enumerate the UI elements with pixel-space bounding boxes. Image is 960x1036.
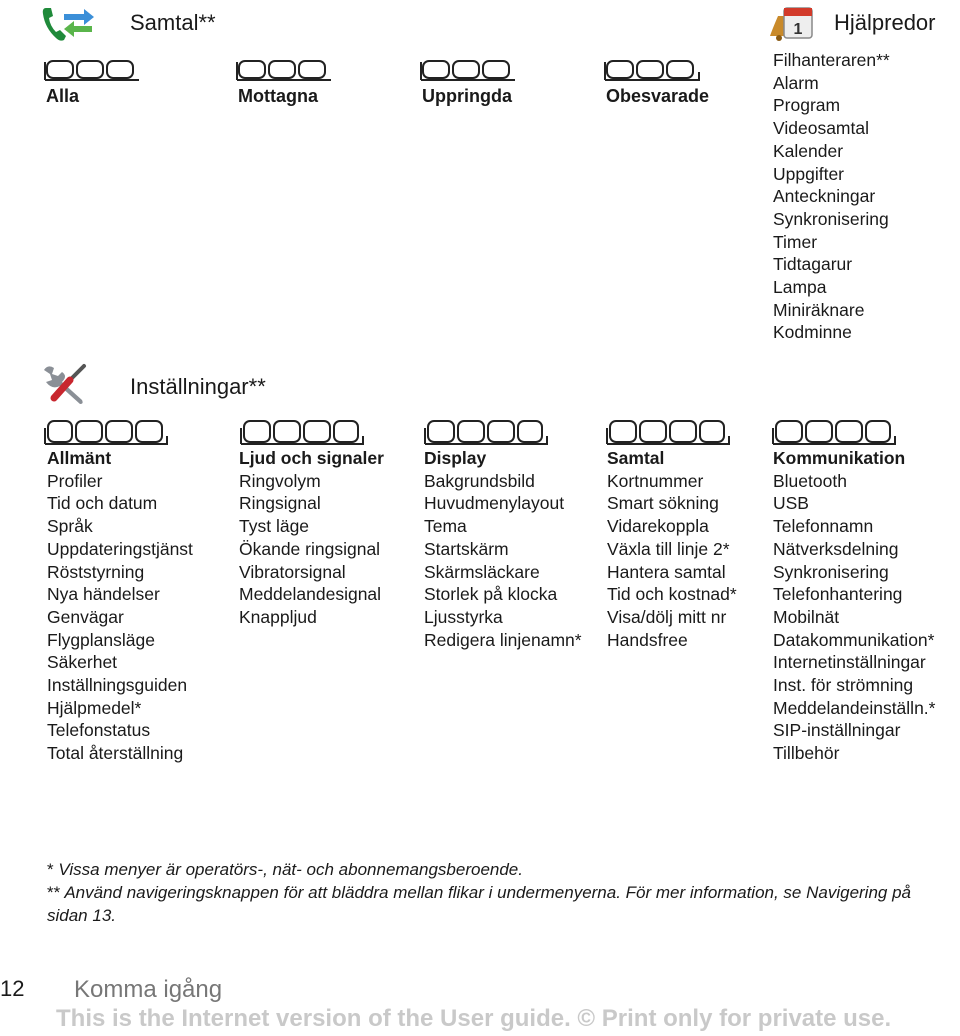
tab-calls-dialed-label: Uppringda — [422, 86, 512, 106]
page-number: 12 — [0, 976, 25, 1001]
list-item[interactable]: Uppdateringstjänst — [47, 538, 193, 559]
list-item[interactable]: Startskärm — [424, 538, 509, 559]
list-item[interactable]: Alarm — [773, 72, 819, 93]
list-item[interactable]: Röststyrning — [47, 561, 145, 582]
list-item[interactable]: Smart sökning — [607, 493, 719, 514]
list-item[interactable]: Timer — [773, 231, 818, 252]
list-item[interactable]: Internetinställningar — [773, 652, 926, 673]
list-item[interactable]: Tillbehör — [773, 743, 840, 764]
list-item[interactable]: Storlek på klocka — [424, 584, 558, 605]
list-item[interactable]: Datakommunikation* — [773, 629, 935, 650]
list-item[interactable]: Genvägar — [47, 606, 124, 627]
list-item[interactable]: Ljusstyrka — [424, 606, 503, 627]
list-item[interactable]: Kalender — [773, 140, 844, 161]
chapter-title: Komma igång — [74, 976, 223, 1003]
tab-calls-all-label: Alla — [46, 86, 80, 106]
list-item[interactable]: Knappljud — [239, 606, 317, 627]
list-item[interactable]: Språk — [47, 516, 93, 537]
list-item[interactable]: Program — [773, 95, 841, 116]
list-item[interactable]: Inst. för strömning — [773, 675, 914, 696]
list-item[interactable]: Tid och datum — [47, 493, 158, 514]
tab-calls-missed[interactable] — [604, 58, 710, 106]
list-item[interactable]: Telefonhantering — [773, 584, 903, 605]
list-item[interactable]: Ringsignal — [239, 493, 321, 514]
list-item[interactable]: Hjälpmedel* — [47, 697, 142, 718]
tab-strip-icon[interactable] — [424, 418, 548, 446]
list-item[interactable]: Tidtagarur — [773, 254, 853, 275]
list-item[interactable]: Säkerhet — [47, 652, 118, 673]
list-item[interactable]: Telefonnamn — [773, 516, 874, 537]
list-item[interactable]: Flygplansläge — [47, 629, 155, 650]
footnote-1 — [47, 858, 927, 881]
list-item[interactable]: Skärmsläckare — [424, 561, 540, 582]
tab-strip-icon[interactable] — [44, 418, 168, 446]
list-item[interactable]: Inställningsguiden — [47, 675, 188, 696]
list-item[interactable]: Kodminne — [773, 322, 852, 343]
list-item[interactable]: Uppgifter — [773, 163, 845, 184]
footnote-text: Vissa menyer är operatörs-, nät- och abonnemangsberoende. — [58, 860, 523, 879]
tab-calls-received-label: Mottagna — [238, 86, 318, 106]
list-item[interactable]: Växla till linje 2* — [607, 538, 730, 559]
list-item[interactable]: Miniräknare — [773, 299, 865, 320]
list-item[interactable]: Meddelandeinställn.* — [773, 697, 936, 718]
list-item[interactable]: Anteckningar — [773, 186, 876, 207]
list-item[interactable]: Nya händelser — [47, 584, 160, 605]
footnote-2 — [47, 881, 927, 927]
list-item[interactable]: Vibratorsignal — [239, 561, 346, 582]
list-item[interactable]: Profiler — [47, 470, 103, 491]
list-item[interactable]: Vidarekoppla — [607, 516, 709, 537]
list-item[interactable]: Total återställning — [47, 743, 184, 764]
calls-tabs — [44, 58, 744, 108]
tab-strip-icon — [236, 58, 332, 82]
column-heading: Allmänt — [47, 448, 112, 468]
list-item[interactable]: Filhanteraren** — [773, 50, 890, 70]
wrench-screwdriver-icon — [40, 362, 90, 406]
list-item[interactable]: Handsfree — [607, 629, 688, 650]
tab-strip-icon[interactable] — [606, 418, 730, 446]
list-item[interactable]: Nätverksdelning — [773, 538, 899, 559]
settings-column-calls — [607, 447, 737, 651]
settings-title: Inställningar** — [130, 374, 266, 399]
tab-strip-icon — [604, 58, 700, 82]
list-item[interactable]: Visa/dölj mitt nr — [607, 606, 727, 627]
list-item[interactable]: SIP-inställningar — [773, 720, 901, 741]
column-heading: Kommunikation — [773, 448, 906, 468]
list-item[interactable]: Hantera samtal — [607, 561, 726, 582]
calls-title: Samtal** — [130, 10, 216, 35]
list-item[interactable]: USB — [773, 493, 809, 514]
list-item[interactable]: Mobilnät — [773, 606, 840, 627]
column-heading: Display — [424, 448, 487, 468]
column-heading: Samtal — [607, 448, 665, 468]
list-item[interactable]: Synkronisering — [773, 561, 889, 582]
list-item[interactable]: Meddelandesignal — [239, 584, 382, 605]
tab-calls-all[interactable] — [44, 58, 140, 106]
watermark: This is the Internet version of the User guide. © Print only for private use. — [56, 1005, 892, 1032]
list-item[interactable]: Synkronisering — [773, 208, 889, 229]
list-item[interactable]: Huvudmenylayout — [424, 493, 565, 514]
settings-column-sounds — [239, 447, 384, 629]
list-item[interactable]: Telefonstatus — [47, 720, 151, 741]
help-list — [773, 49, 890, 344]
help-title: Hjälpredor — [834, 10, 936, 35]
settings-column-general — [47, 447, 193, 765]
list-item[interactable]: Lampa — [773, 277, 827, 298]
list-item[interactable]: Tema — [424, 516, 467, 537]
calendar-bell-icon — [768, 2, 816, 42]
footnotes — [47, 858, 927, 927]
list-item[interactable]: Bluetooth — [773, 470, 847, 491]
list-item[interactable]: Kortnummer — [607, 470, 704, 491]
tab-strip-icon — [44, 58, 140, 82]
calls-icon — [40, 4, 96, 44]
tab-calls-received[interactable] — [236, 58, 332, 106]
footnote-mark: ** — [47, 883, 61, 902]
column-heading: Ljud och signaler — [239, 448, 384, 468]
list-item[interactable]: Ökande ringsignal — [239, 538, 381, 559]
list-item[interactable]: Ringvolym — [239, 470, 321, 491]
list-item[interactable]: Bakgrundsbild — [424, 470, 535, 491]
footnote-mark: * — [47, 860, 54, 879]
tab-strip-icon — [420, 58, 516, 82]
svg-text:1: 1 — [793, 21, 803, 38]
list-item[interactable]: Videosamtal — [773, 118, 869, 139]
tab-strip-icon[interactable] — [772, 418, 896, 446]
footnote-text: Använd navigeringsknappen för att bläddra mellan flikar i undermenyerna. För mer information, se Navigering på sidan 13. — [47, 883, 911, 925]
tab-strip-icon[interactable] — [240, 418, 364, 446]
tab-calls-missed-label: Obesvarade — [606, 86, 710, 106]
settings-column-display — [424, 447, 582, 651]
list-item[interactable]: Tid och kostnad* — [607, 584, 737, 605]
list-item[interactable]: Tyst läge — [239, 516, 310, 537]
settings-column-connectivity — [773, 447, 935, 765]
tab-calls-dialed[interactable] — [420, 58, 516, 106]
list-item[interactable]: Redigera linjenamn* — [424, 629, 582, 650]
